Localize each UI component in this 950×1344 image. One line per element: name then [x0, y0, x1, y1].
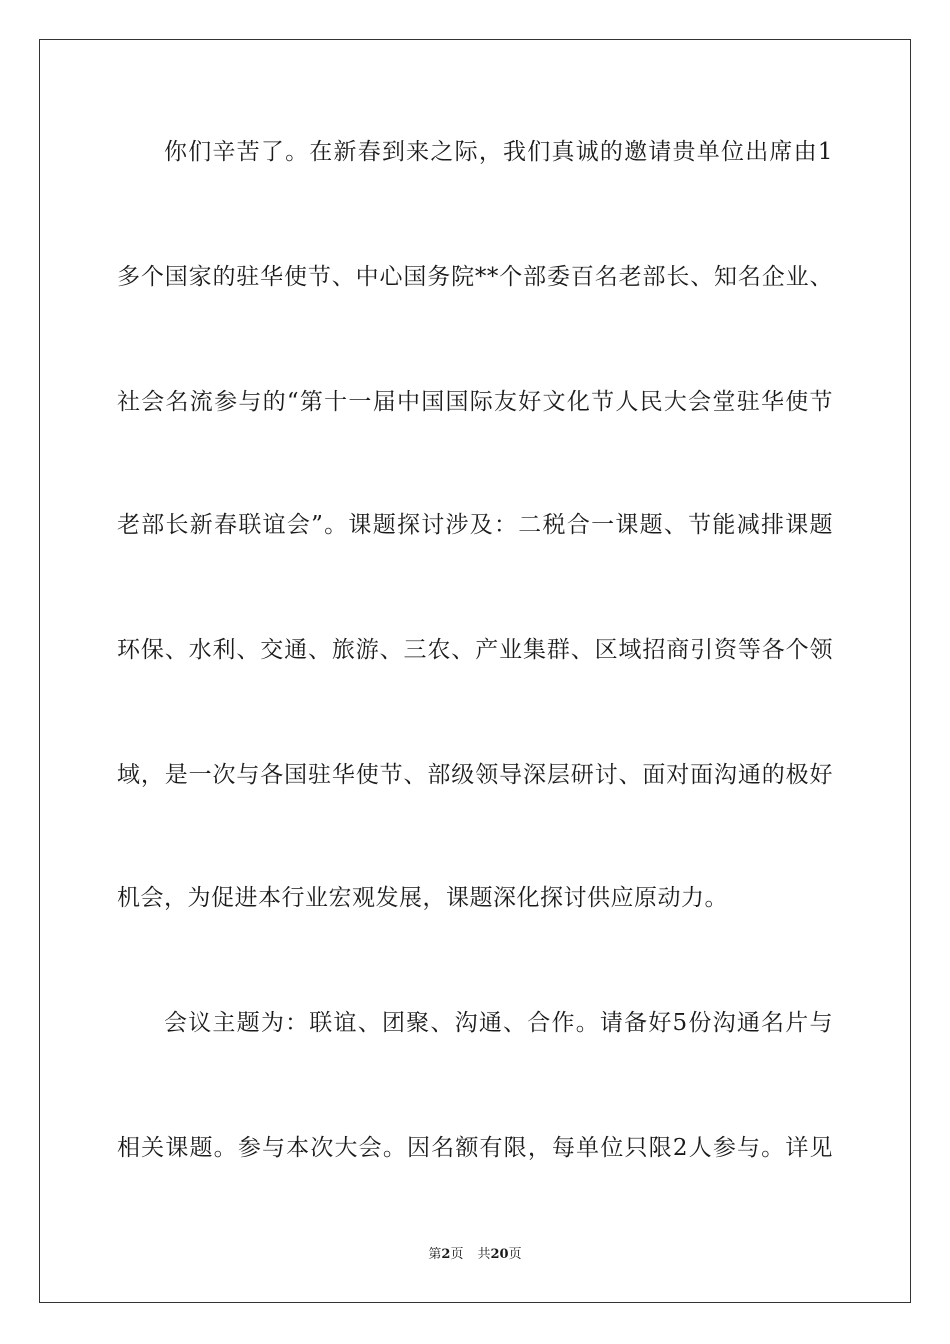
page-number: 2: [441, 1247, 451, 1262]
text-line: 社会名流参与的“第十一届中国国际友好文化节人民大会堂驻华使节: [117, 389, 833, 415]
text-line: 多个国家的驻华使节、中心国务院**个部委百名老部长、知名企业、: [117, 264, 833, 290]
text-line: 会议主题为：联谊、团聚、沟通、合作。请备好5份沟通名片与: [164, 1010, 833, 1036]
text-line: 老部长新春联谊会”。课题探讨涉及：二税合一课题、节能减排课题: [117, 512, 833, 538]
total-prefix: 共: [477, 1247, 491, 1262]
text-line: 相关课题。参与本次大会。因名额有限，每单位只限2人参与。详见: [117, 1135, 833, 1161]
page-border: [39, 39, 911, 1303]
text-line: 域，是一次与各国驻华使节、部级领导深层研讨、面对面沟通的极好: [117, 762, 833, 788]
total-pages: 20: [490, 1247, 509, 1262]
text-line: 你们辛苦了。在新春到来之际，我们真诚的邀请贵单位出席由1: [164, 139, 833, 165]
page-prefix: 第: [428, 1247, 442, 1262]
page-footer: [0, 1246, 950, 1264]
text-line: 环保、水利、交通、旅游、三农、产业集群、区域招商引资等各个领: [117, 637, 833, 663]
page-suffix: 页: [450, 1247, 464, 1262]
text-line: 机会，为促进本行业宏观发展，课题深化探讨供应原动力。: [117, 885, 728, 911]
total-suffix: 页: [508, 1247, 522, 1262]
